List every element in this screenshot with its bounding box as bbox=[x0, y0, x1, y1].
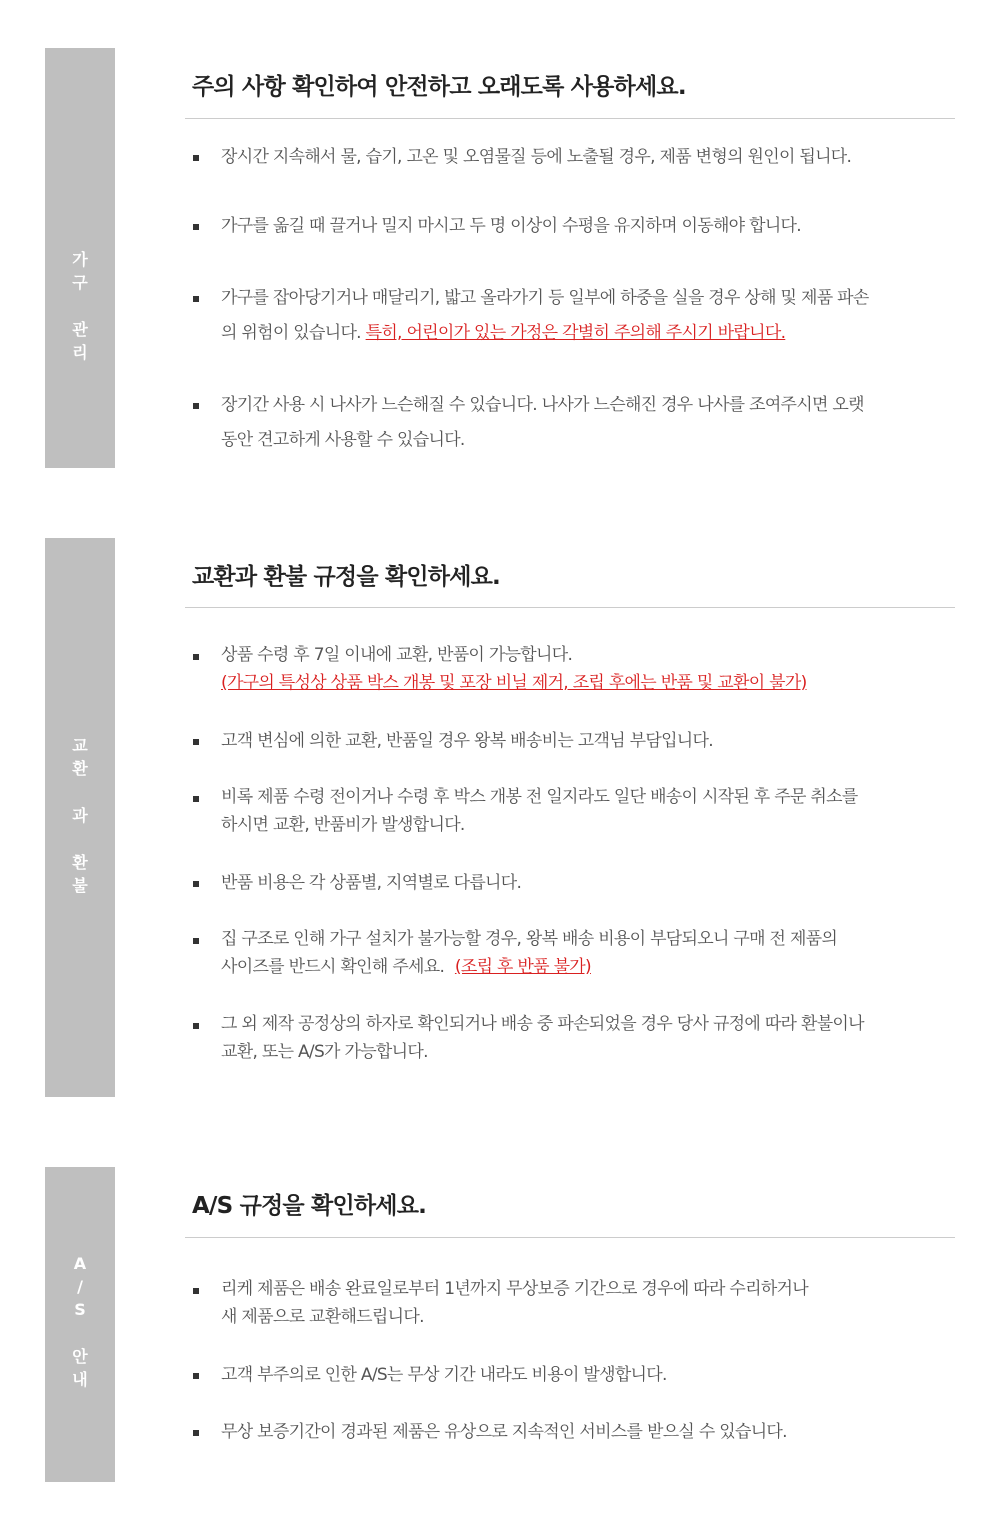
side-char: 환 bbox=[72, 759, 88, 778]
side-tab-exchange-refund bbox=[45, 538, 115, 1097]
bullet-icon bbox=[193, 1023, 199, 1029]
warning-text: (가구의 특성상 상품 박스 개봉 및 포장 비닐 제거, 조립 후에는 반품 및 교환이 불가) bbox=[221, 673, 807, 693]
side-tab-after-service bbox=[45, 1167, 115, 1482]
item-text: 비록 제품 수령 전이거나 수령 후 박스 개봉 전 일지라도 일단 배송이 시작된 후 주문 취소를 bbox=[221, 787, 858, 807]
side-char: 안 bbox=[72, 1347, 88, 1366]
item-text: 장시간 지속해서 물, 습기, 고온 및 오염물질 등에 노출될 경우, 제품 변형의 원인이 됩니다. bbox=[221, 147, 852, 167]
section-title: A/S 규정을 확인하세요. bbox=[192, 1193, 427, 1219]
side-tab-label bbox=[45, 734, 115, 897]
section-title: 교환과 환불 규정을 확인하세요. bbox=[192, 564, 500, 590]
side-char: 관 bbox=[72, 320, 88, 339]
side-char: 내 bbox=[72, 1370, 88, 1389]
bullet-icon bbox=[193, 224, 199, 230]
side-char: 환 bbox=[72, 853, 88, 872]
item-text: 동안 견고하게 사용할 수 있습니다. bbox=[221, 430, 465, 450]
item-text: 리케 제품은 배송 완료일로부터 1년까지 무상보증 기간으로 경우에 따라 수리하거나 bbox=[221, 1279, 808, 1299]
bullet-icon bbox=[193, 403, 199, 409]
item-text: 집 구조로 인해 가구 설치가 불가능할 경우, 왕복 배송 비용이 부담되오니 구매 전 제품의 bbox=[221, 929, 838, 949]
side-tab-label bbox=[45, 1252, 115, 1391]
bullet-icon bbox=[193, 1373, 199, 1379]
side-char: 교 bbox=[72, 736, 88, 755]
side-char: S bbox=[74, 1300, 86, 1319]
item-text: 가구를 옮길 때 끌거나 밀지 마시고 두 명 이상이 수평을 유지하며 이동해야 합니다. bbox=[221, 216, 801, 236]
side-char: 리 bbox=[72, 343, 88, 362]
bullet-icon bbox=[193, 796, 199, 802]
side-char: / bbox=[77, 1277, 83, 1296]
item-text: 의 위험이 있습니다. bbox=[221, 323, 361, 343]
warning-text: 특히, 어린이가 있는 가정은 각별히 주의해 주시기 바랍니다. bbox=[365, 323, 786, 343]
bullet-icon bbox=[193, 296, 199, 302]
side-tab-furniture-care bbox=[45, 48, 115, 468]
item-text: 고객 변심에 의한 교환, 반품일 경우 왕복 배송비는 고객님 부담입니다. bbox=[221, 731, 713, 751]
side-tab-label bbox=[45, 248, 115, 364]
side-char: 불 bbox=[72, 876, 88, 895]
item-text: 새 제품으로 교환해드립니다. bbox=[221, 1307, 424, 1327]
item-text: 사이즈를 반드시 확인해 주세요. bbox=[221, 957, 445, 977]
item-text: 무상 보증기간이 경과된 제품은 유상으로 지속적인 서비스를 받으실 수 있습니다. bbox=[221, 1422, 787, 1442]
bullet-icon bbox=[193, 1288, 199, 1294]
item-text: 하시면 교환, 반품비가 발생합니다. bbox=[221, 815, 465, 835]
item-text: 가구를 잡아당기거나 매달리기, 밟고 올라가기 등 일부에 하중을 실을 경우 상해 및 제품 파손 bbox=[221, 288, 869, 308]
bullet-icon bbox=[193, 654, 199, 660]
bullet-icon bbox=[193, 1430, 199, 1436]
section-divider bbox=[185, 607, 955, 608]
section-divider bbox=[185, 118, 955, 119]
side-char: 구 bbox=[72, 273, 88, 292]
section-divider bbox=[185, 1237, 955, 1238]
item-text: 반품 비용은 각 상품별, 지역별로 다릅니다. bbox=[221, 873, 522, 893]
bullet-icon bbox=[193, 881, 199, 887]
warning-text: (조립 후 반품 불가) bbox=[454, 957, 591, 977]
bullet-icon bbox=[193, 739, 199, 745]
item-text: 고객 부주의로 인한 A/S는 무상 기간 내라도 비용이 발생합니다. bbox=[221, 1365, 667, 1385]
side-char: 가 bbox=[72, 250, 88, 269]
side-char: 과 bbox=[72, 806, 88, 825]
bullet-icon bbox=[193, 938, 199, 944]
side-char: A bbox=[73, 1254, 87, 1273]
section-title: 주의 사항 확인하여 안전하고 오래도록 사용하세요. bbox=[192, 74, 686, 100]
bullet-icon bbox=[193, 155, 199, 161]
item-text: 그 외 제작 공정상의 하자로 확인되거나 배송 중 파손되었을 경우 당사 규정에 따라 환불이나 bbox=[221, 1014, 864, 1034]
item-text: 장기간 사용 시 나사가 느슨해질 수 있습니다. 나사가 느슨해진 경우 나사를 조여주시면 오랫 bbox=[221, 395, 864, 415]
item-text: 상품 수령 후 7일 이내에 교환, 반품이 가능합니다. bbox=[221, 645, 573, 665]
item-text: 교환, 또는 A/S가 가능합니다. bbox=[221, 1042, 428, 1062]
